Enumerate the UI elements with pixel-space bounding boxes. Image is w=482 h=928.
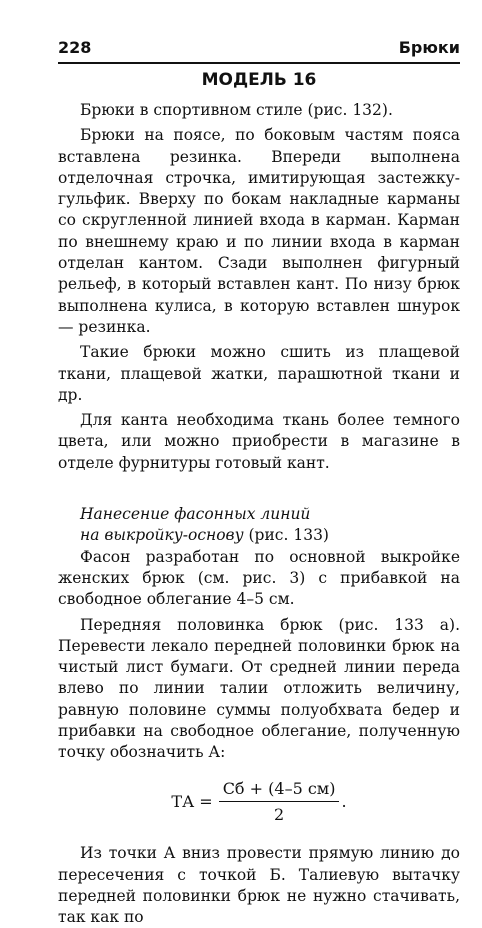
formula-denominator: 2 [273, 804, 285, 824]
subheading-line-1: Нанесение фасонных линий [80, 505, 311, 524]
paragraph: Брюки в спортивном стиле (рис. 132). [80, 101, 393, 119]
running-head: Брюки [398, 38, 460, 57]
formula-numerator: Сб + (4–5 см) [219, 778, 340, 802]
figure-reference: (рис. 133) [243, 526, 329, 545]
paragraph: Из точки А вниз провести прямую линию до пересечения с точкой Б. Талиевую вытачку передней половинки брюк не нужно стачивать, так как по [58, 844, 460, 927]
subheading-text: на выкройку-основу [80, 526, 244, 545]
subheading-line-2 [80, 525, 460, 546]
paragraph: Для канта необходима ткань более темного цвета, или можно приобрести в магазине в отделе фурнитуры готовый кант. [58, 411, 460, 472]
page-header [58, 38, 460, 64]
paragraph: Передняя половинка брюк (рис. 133 а). Перевести лекало передней половинки брюк на чистый лист бумаги. От средней линии переда влево по линии талии отложить величину, равную половине суммы полуобхвата бедер и прибавки на свободное облегание, полученную точку обозначить А: [58, 615, 460, 762]
formula-lhs: ТА = [171, 791, 213, 811]
paragraph: Брюки на поясе, по боковым частям пояса вставлена резинка. Впереди выполнена отделочная строчка, имитирующая застежку-гульфик. Вверху по бокам накладные карманы со скругленной линией входа в карман. Карман по внешнему краю и по линии входа в карман отделан кантом. Сзади выполнен фигурный рельеф, в который вставлен кант. По низу брюк выполнена кулиса, в которую вставлен шнурок — резинка. [58, 126, 460, 336]
formula [58, 778, 460, 826]
paragraph: Такие брюки можно сшить из плащевой ткани, плащевой жатки, парашютной ткани и др. [58, 343, 460, 404]
formula-period: . [341, 791, 347, 811]
page-number: 228 [58, 38, 92, 57]
subheading [58, 504, 460, 547]
section-title: МОДЕЛЬ 16 [201, 70, 317, 90]
formula-fraction [219, 778, 340, 826]
page-body [58, 100, 460, 928]
paragraph: Фасон разработан по основной выкройке женских брюк (см. рис. 3) с прибавкой на свободное облегание 4–5 см. [58, 547, 460, 609]
